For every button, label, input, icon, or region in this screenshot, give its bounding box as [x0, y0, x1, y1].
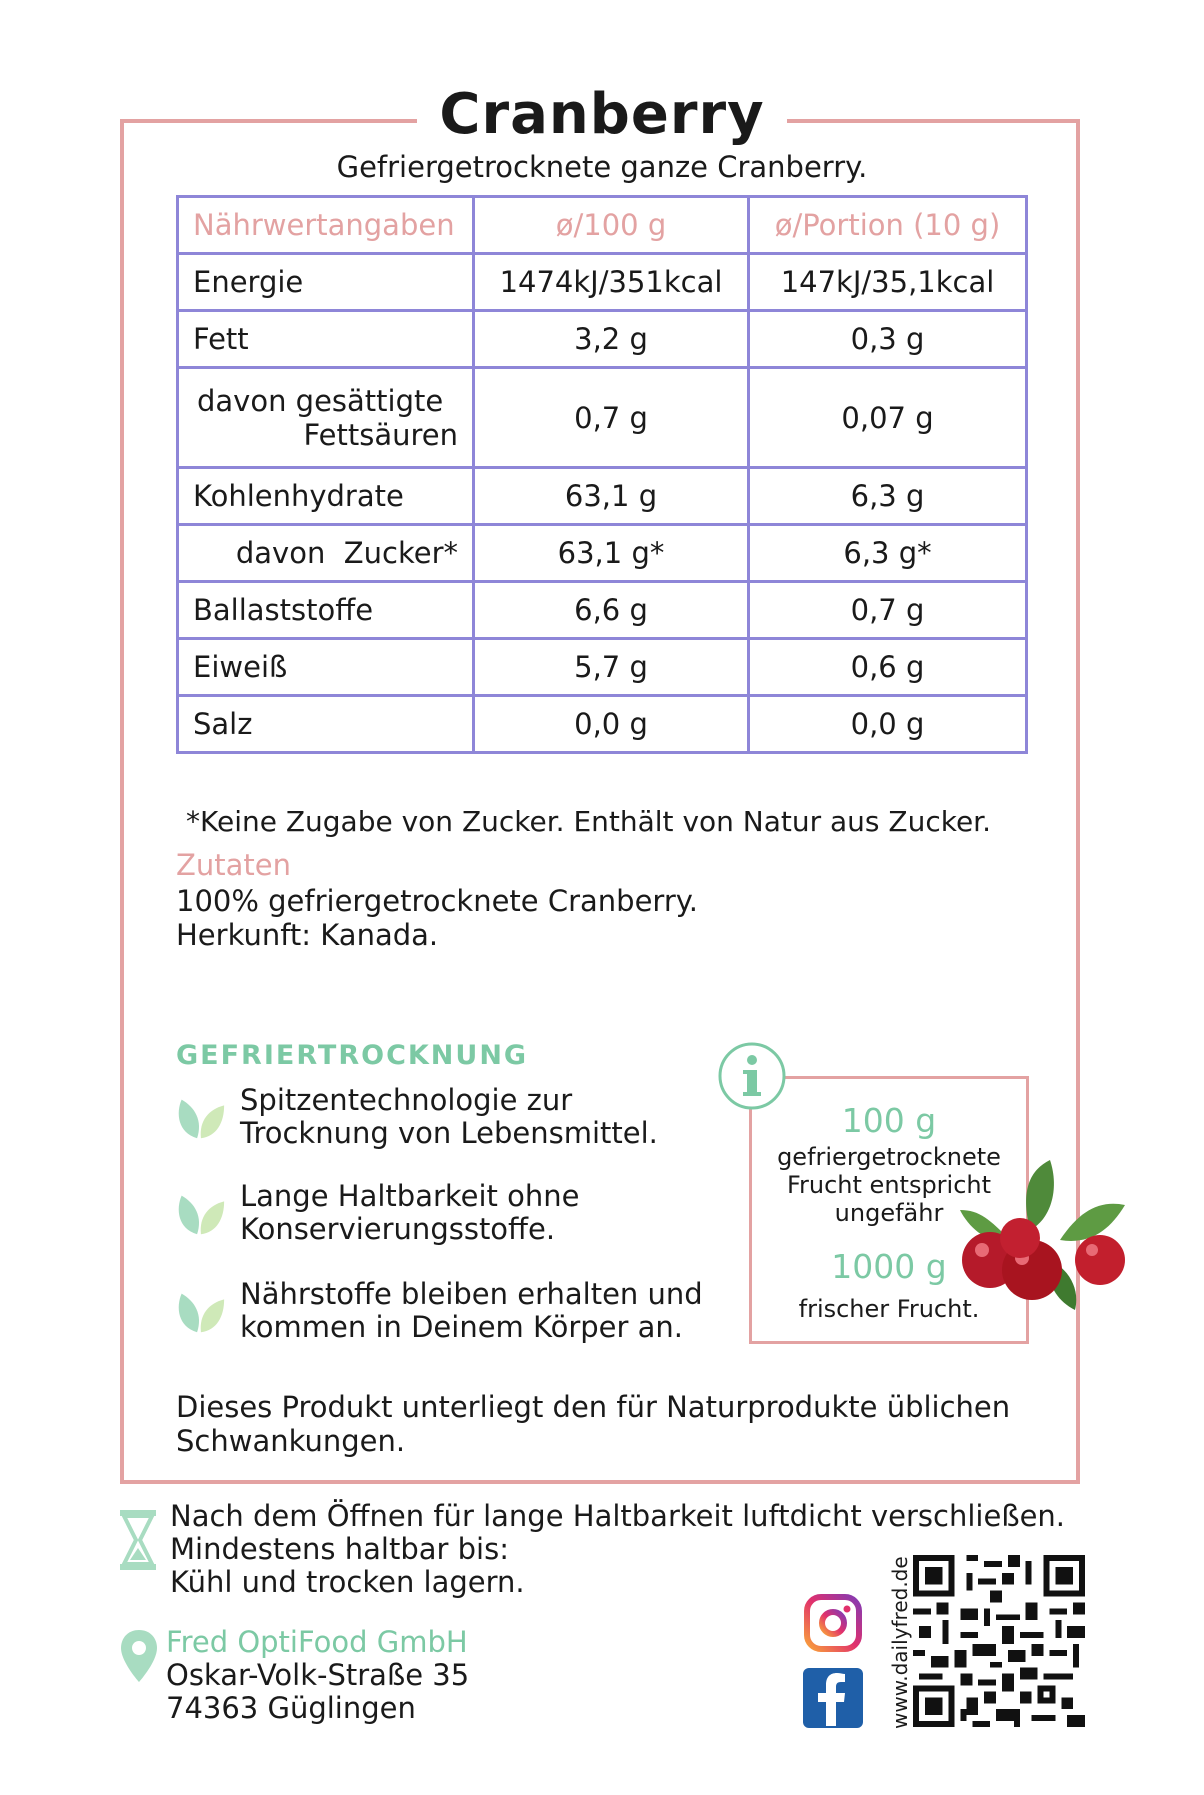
info-amount-1000: 1000 g — [831, 1247, 947, 1286]
row-label: davon Zucker* — [178, 525, 474, 582]
leaf-icon — [170, 1184, 228, 1242]
feature-line: Nährstoffe bleiben erhalten und — [240, 1277, 703, 1311]
info-amount-100: 100 g — [841, 1101, 937, 1140]
row-label: Eiweiß — [178, 639, 474, 696]
row-per100: 63,1 g — [474, 468, 749, 525]
storage-line: Kühl und trocken lagern. — [170, 1565, 525, 1599]
info-text-line: gefriergetrocknete — [777, 1143, 1001, 1171]
info-icon — [716, 1040, 788, 1112]
row-label — [178, 368, 474, 468]
disclaimer-line: Dieses Produkt unterliegt den für Naturprodukte üblichen — [176, 1390, 1011, 1424]
row-label: Kohlenhydrate — [178, 468, 474, 525]
header-per100: ø/100 g — [474, 197, 749, 254]
cranberry-image — [950, 1150, 1150, 1310]
zutaten-line: Herkunft: Kanada. — [176, 918, 439, 952]
table-row — [178, 525, 1027, 582]
row-per100: 5,7 g — [474, 639, 749, 696]
row-label: Fett — [178, 311, 474, 368]
table-row — [178, 639, 1027, 696]
info-text-line: ungefähr — [834, 1199, 944, 1227]
zutaten-line: 100% gefriergetrocknete Cranberry. — [176, 884, 699, 918]
feature-item — [170, 1278, 703, 1344]
company-street: Oskar-Volk-Straße 35 — [166, 1658, 470, 1692]
leaf-icon — [170, 1282, 228, 1340]
row-label: Energie — [178, 254, 474, 311]
storage-line: Nach dem Öffnen für lange Haltbarkeit luftdicht verschließen. — [170, 1499, 1066, 1533]
feature-item — [170, 1180, 579, 1246]
facebook-icon[interactable] — [803, 1668, 863, 1728]
row-portion: 0,3 g — [749, 311, 1027, 368]
hourglass-icon — [118, 1508, 158, 1572]
row-portion: 147kJ/35,1kcal — [749, 254, 1027, 311]
disclaimer-line: Schwankungen. — [176, 1424, 406, 1458]
leaf-icon — [170, 1088, 228, 1146]
row-portion: 0,07 g — [749, 368, 1027, 468]
instagram-icon[interactable] — [803, 1593, 863, 1653]
product-title: Cranberry — [0, 82, 1204, 147]
row-per100: 1474kJ/351kcal — [474, 254, 749, 311]
feature-line: Lange Haltbarkeit ohne — [240, 1179, 580, 1213]
sugar-footnote: *Keine Zugabe von Zucker. Enthält von Natur aus Zucker. — [186, 805, 992, 838]
row-per100: 0,7 g — [474, 368, 749, 468]
table-row — [178, 368, 1027, 468]
company-city: 74363 Güglingen — [166, 1691, 416, 1725]
location-pin-icon — [118, 1628, 160, 1684]
row-per100: 63,1 g* — [474, 525, 749, 582]
header-portion: ø/Portion (10 g) — [749, 197, 1027, 254]
row-portion: 6,3 g* — [749, 525, 1027, 582]
info-text-line: frischer Frucht. — [798, 1295, 980, 1323]
row-per100: 3,2 g — [474, 311, 749, 368]
row-portion: 0,6 g — [749, 639, 1027, 696]
table-row — [178, 696, 1027, 753]
table-row — [178, 311, 1027, 368]
row-portion: 0,7 g — [749, 582, 1027, 639]
table-row — [178, 582, 1027, 639]
row-per100: 6,6 g — [474, 582, 749, 639]
feature-line: Konservierungsstoffe. — [240, 1212, 556, 1246]
row-label: Salz — [178, 696, 474, 753]
disclaimer-text — [176, 1390, 1056, 1458]
header-naehrwert: Nährwertangaben — [178, 197, 474, 254]
table-header-row — [178, 197, 1027, 254]
qr-code — [913, 1555, 1085, 1727]
table-row — [178, 468, 1027, 525]
zutaten-heading: Zutaten — [176, 848, 291, 882]
table-row — [178, 254, 1027, 311]
nutrition-table — [176, 195, 1028, 754]
feature-line: Trocknung von Lebensmittel. — [240, 1116, 658, 1150]
product-subtitle: Gefriergetrocknete ganze Cranberry. — [336, 150, 868, 184]
row-label: Ballaststoffe — [178, 582, 474, 639]
row-portion: 0,0 g — [749, 696, 1027, 753]
row-label-line2: Fettsäuren — [303, 417, 458, 452]
zutaten-text — [176, 884, 698, 952]
gefriertrocknung-heading: GEFRIERTROCKNUNG — [176, 1040, 529, 1071]
website-url[interactable]: www.dailyfred.de — [888, 1556, 912, 1729]
company-address — [166, 1626, 469, 1725]
feature-line: Spitzentechnologie zur — [240, 1083, 573, 1117]
row-per100: 0,0 g — [474, 696, 749, 753]
row-portion: 6,3 g — [749, 468, 1027, 525]
storage-line: Mindestens haltbar bis: — [170, 1532, 509, 1566]
company-name: Fred OptiFood GmbH — [166, 1625, 468, 1659]
row-label-line1: davon gesättigte — [197, 383, 444, 418]
feature-line: kommen in Deinem Körper an. — [240, 1310, 684, 1344]
feature-item — [170, 1084, 658, 1150]
info-text-line: Frucht entspricht — [786, 1171, 992, 1199]
